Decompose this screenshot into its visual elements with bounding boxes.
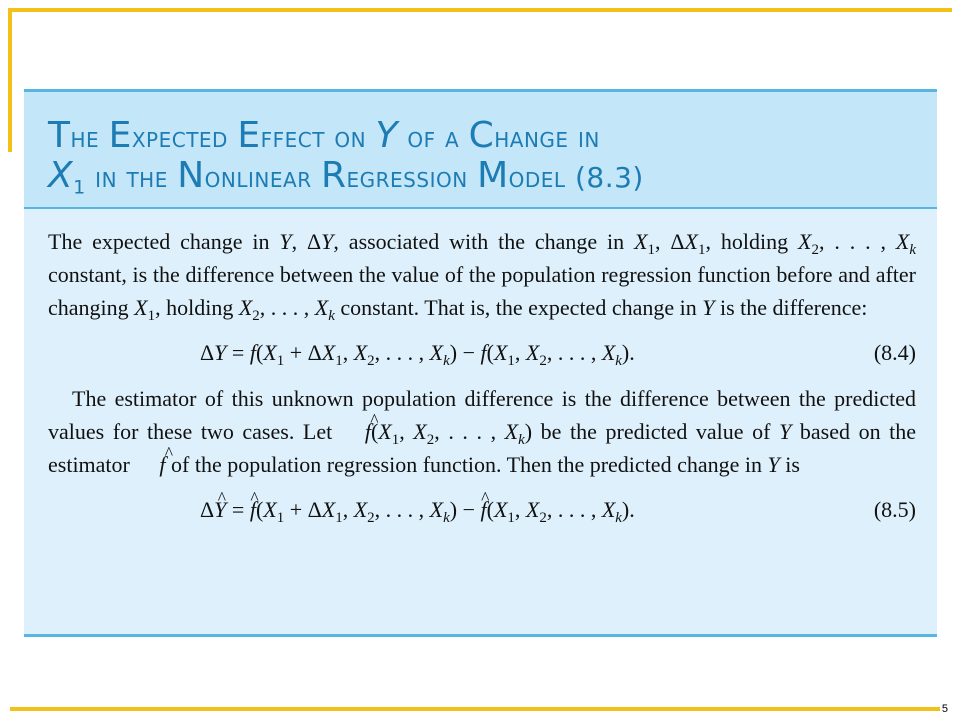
- title-line-2: $X_1$ in the Nonlinear Regression Model (8.3): [48, 155, 644, 199]
- equation-8-5: [48, 490, 916, 530]
- key-concept-header: [24, 92, 937, 209]
- paragraph-expected-change: The expected change in Y, ΔY, associated with the change in $X_1$, $\Delta X_1$, holding $X_2$, . . . , $X_k$ constant, is the difference between the value of the population regression function before and after changing $X_1$, holding $X_2$, . . . , $X_k$ constant. That is, the expected change in Y is the difference:: [48, 229, 916, 325]
- slide-left-rule: [8, 8, 12, 152]
- slide-bottom-rule: [10, 707, 940, 711]
- page-number: 5: [941, 703, 948, 715]
- equation-8-5-number: (8.5): [873, 497, 916, 522]
- paragraph-estimator: The estimator of this unknown population difference is the difference between the predicted values for these two cases. Let ^ $f(X_1$, $X_2$, . . . , $X_k$) be the predicted value of Y based on the estimator ^ f of the population regression function. Then the predicted change in Y is: [48, 382, 916, 481]
- equation-8-4-number: (8.4): [873, 340, 916, 365]
- key-concept-body: [48, 225, 916, 539]
- key-concept-title: [48, 117, 908, 197]
- equation-8-4: [48, 333, 916, 373]
- slide-top-rule: [10, 8, 952, 12]
- key-concept-box: [24, 89, 937, 637]
- title-line-1: The Expected Effect on Y of a Change in: [48, 115, 600, 156]
- equation-8-5-formula: Δ^ Y = ^ $f(X_1 + \Delta X_1$, $X_2$, . . . , $X_k$) − ^ $f(X_1$, $X_2$, . . . , $X_k$).: [200, 493, 635, 526]
- equation-8-4-formula: $\Delta Y = f(X_1 + \Delta X_1$, $X_2$, . . . , $X_k) - f(X_1$, $X_2$, . . . , $X_k$).: [200, 340, 635, 370]
